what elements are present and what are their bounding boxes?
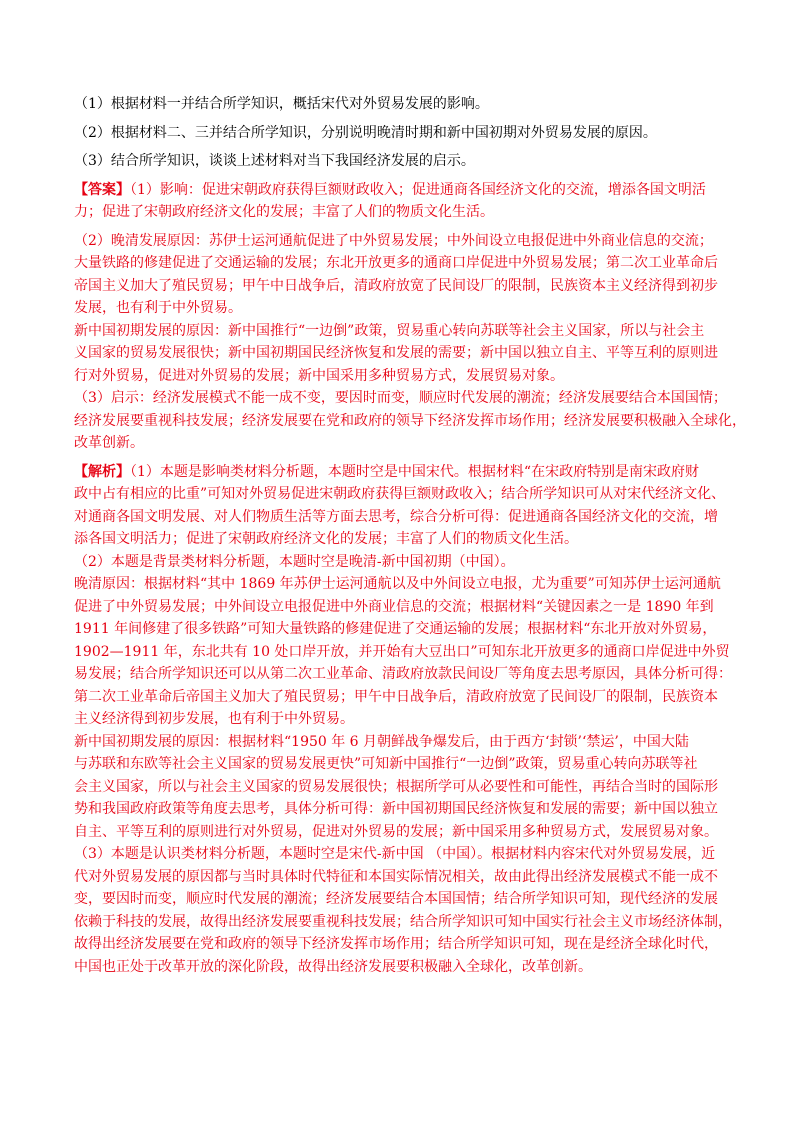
answer-line: （2）晚清发展原因：苏伊士运河通航促进了中外贸易发展；中外间设立电报促进中外商业信息的交流； xyxy=(74,232,713,249)
analysis-line: 代对外贸易发展的原因都与当时具体时代特征和本国实际情况相关，故由此得出经济发展模式不能一成不 xyxy=(74,868,718,885)
question-1: （1）根据材料一并结合所学知识，概括宋代对外贸易发展的影响。 xyxy=(74,96,489,112)
question-3: （3）结合所学知识，谈谈上述材料对当下我国经济发展的启示。 xyxy=(74,153,475,169)
analysis-line: （2）本题是背景类材料分析题，本题时空是晚清-新中国初期（中国）。 xyxy=(74,553,515,570)
questions-block xyxy=(74,93,730,179)
analysis-line: 第二次工业革命后帝国主义加大了殖民贸易；甲午中日战争后，清政府放宽了民间设厂的限制，民族资本 xyxy=(74,688,718,705)
answer-line: 大量铁路的修建促进了交通运输的发展；东北开放更多的通商口岸促进中外贸易发展；第二次工业革命后 xyxy=(74,255,718,271)
analysis-line: 势和我国政府政策等角度去思考，具体分析可得：新中国初期国民经济恢复和发展的需要；新中国以独立 xyxy=(74,801,718,817)
analysis-line: 易发展；结合所学知识还可以从第二次工业革命、清政府放款民间设厂等角度去思考原因，具体分析可得： xyxy=(74,666,732,682)
analysis-line: 晚清原因：根据材料“其中 1869 年苏伊士运河通航以及中外间设立电报，尤为重要”可知苏伊士运河通航 xyxy=(74,576,721,592)
analysis-line: 依赖于科技的发展，故得出经济发展要重视科技发展；结合所学知识可知中国实行社会主义市场经济体制， xyxy=(74,913,732,930)
analysis-line: 对通商各国文明发展、对人们物质生活等方面去思考，综合分析可得：促进通商各国经济文化的交流，增 xyxy=(74,508,718,525)
analysis-line: 与苏联和东欧等社会主义国家的贸易发展更快”可知新中国推行“一边倒”政策，贸易重心转向苏联等社 xyxy=(74,756,698,772)
analysis-line xyxy=(74,461,730,484)
answer-line: 义国家的贸易发展很快；新中国初期国民经济恢复和发展的需要；新中国以独立自主、平等互利的原则进 xyxy=(74,345,718,361)
answer-line: 新中国初期发展的原因：新中国推行“一边倒”政策，贸易重心转向苏联等社会主义国家，所以与社会主 xyxy=(74,322,705,339)
answer-line: （3）启示：经济发展模式不能一成不变，要因时而变，顺应时代发展的潮流；经济发展要结合本国国情； xyxy=(74,390,727,406)
answer-line: 经济发展要重视科技发展；经济发展要在党和政府的领导下经济发挥市场作用；经济发展要积极融入全球化， xyxy=(74,412,746,429)
analysis-line: 主义经济得到初步发展，也有利于中外贸易。 xyxy=(74,711,354,727)
answer-line: 帝国主义加大了殖民贸易；甲午中日战争后，清政府放宽了民间设厂的限制，民族资本主义经济得到初步 xyxy=(74,277,718,294)
question-2: （2）根据材料二、三并结合所学知识，分别说明晚清时期和新中国初期对外贸易发展的原因。 xyxy=(74,124,657,141)
analysis-line: 变，要因时而变，顺应时代发展的潮流；经济发展要结合本国国情；结合所学知识可知，现代经济的发展 xyxy=(74,891,718,907)
analysis-line: 会主义国家，所以与社会主义国家的贸易发展很快；根据所学可从必要性和可能性，再结合当时的国际形 xyxy=(74,778,718,795)
document-page xyxy=(74,93,746,978)
answer-line: 发展，也有利于中外贸易。 xyxy=(74,300,242,316)
analysis-line: 故得出经济发展要在党和政府的领导下经济发挥市场作用；结合所学知识可知，现在是经济全球化时代， xyxy=(74,936,718,952)
analysis-line: 添各国文明活力；促进了宋朝政府经济文化的发展；丰富了人们的物质文化生活。 xyxy=(74,531,578,547)
answer-tag: 【答案】 xyxy=(74,181,130,198)
analysis-line: （3）本题是认识类材料分析题，本题时空是宋代-新中国 （中国）。根据材料内容宋代对外贸易发展，近 xyxy=(74,846,716,862)
analysis-line: 1902—1911 年，东北共有 10 处口岸开放，并开始有大豆出口”可知东北开放更多的通商口岸促进中外贸 xyxy=(74,643,730,660)
answer-block xyxy=(74,179,746,461)
answer-line: 力；促进了宋朝政府经济文化的发展；丰富了人们的物质文化生活。 xyxy=(74,204,494,220)
analysis-line: 中国也正处于改革开放的深化阶段，故得出经济发展要积极融入全球化，改革创新。 xyxy=(74,958,592,975)
analysis-line: 1911 年间修建了很多铁路”可知大量铁路的修建促进了交通运输的发展；根据材料“东北开放对外贸易， xyxy=(74,621,717,637)
answer-line: 行对外贸易，促进对外贸易的发展；新中国采用多种贸易方式，发展贸易对象。 xyxy=(74,367,564,384)
analysis-text: （1）本题是影响类材料分析题，本题时空是中国宋代。根据材料“在宋政府特别是南宋政府财 xyxy=(130,463,700,480)
answer-line xyxy=(74,179,730,202)
analysis-line: 促进了中外贸易发展；中外间设立电报促进中外商业信息的交流；根据材料“关键因素之一是 1890 年到 xyxy=(74,598,714,615)
analysis-line: 自主、平等互利的原则进行对外贸易，促进对外贸易的发展；新中国采用多种贸易方式，发展贸易对象。 xyxy=(74,823,718,840)
answer-text: （1）影响：促进宋朝政府获得巨额财政收入；促进通商各国经济文化的交流，增添各国文明活 xyxy=(130,181,706,198)
analysis-line: 新中国初期发展的原因：根据材料“1950 年 6 月朝鲜战争爆发后，由于西方‘封锁’‘禁运’，中国大陆 xyxy=(74,733,689,750)
analysis-tag: 【解析】 xyxy=(74,463,130,480)
analysis-block xyxy=(74,461,730,979)
answer-line: 改革创新。 xyxy=(74,435,144,451)
analysis-line: 政中占有相应的比重”可知对外贸易促进宋朝政府获得巨额财政收入；结合所学知识可从对宋代经济文化、 xyxy=(74,486,726,502)
